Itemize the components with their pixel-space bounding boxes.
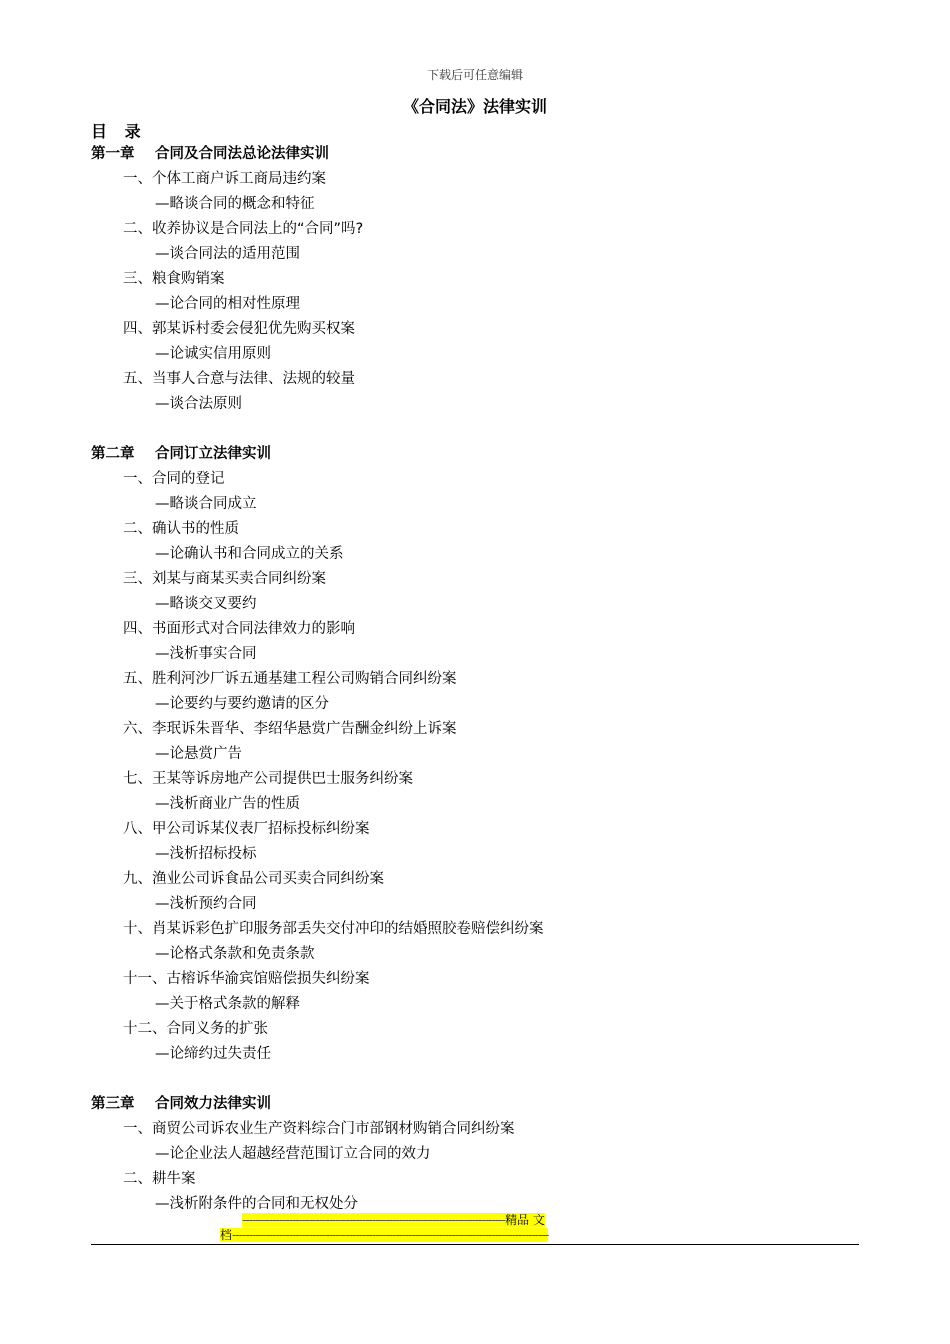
footer-watermark bbox=[220, 1213, 730, 1243]
toc-entry-subtitle: —论缔约过失责任 bbox=[155, 1046, 271, 1062]
footer-line-2 bbox=[220, 1228, 730, 1243]
toc-entry: 九、渔业公司诉食品公司买卖合同纠纷案 bbox=[123, 871, 384, 887]
footer-dashes-1: ------------------------------------------------------------------------------- bbox=[242, 1213, 506, 1227]
toc-entry-subtitle: —略谈交叉要约 bbox=[155, 596, 257, 612]
toc-entry-subtitle: —浅析预约合同 bbox=[155, 896, 257, 912]
toc-entry-subtitle: —论格式条款和免责条款 bbox=[155, 946, 315, 962]
chapter-number: 第一章 bbox=[91, 146, 135, 162]
toc-entry: 七、王某等诉房地产公司提供巴士服务纠纷案 bbox=[123, 771, 413, 787]
toc-heading: 目 录 bbox=[91, 122, 147, 141]
toc-entry: 五、胜利河沙厂诉五通基建工程公司购销合同纠纷案 bbox=[123, 671, 457, 687]
toc-entry-subtitle: —谈合同法的适用范围 bbox=[155, 246, 300, 262]
toc-entry: 二、耕牛案 bbox=[123, 1171, 196, 1187]
toc-entry: 六、李珉诉朱晋华、李绍华悬赏广告酬金纠纷上诉案 bbox=[123, 721, 457, 737]
footer-divider bbox=[91, 1244, 859, 1245]
chapter-number: 第三章 bbox=[91, 1096, 135, 1112]
toc-entry: 四、书面形式对合同法律效力的影响 bbox=[123, 621, 355, 637]
chapter-spacer bbox=[91, 1067, 871, 1092]
toc-entry: 二、确认书的性质 bbox=[123, 521, 239, 537]
footer-dashes-2: ----------------------------------------------------------------------------------------------- bbox=[232, 1228, 549, 1242]
toc-entry-subtitle: —浅析商业广告的性质 bbox=[155, 796, 300, 812]
toc-entry-subtitle: —论诚实信用原则 bbox=[155, 346, 271, 362]
chapter-heading bbox=[91, 442, 871, 467]
chapter-title: 合同及合同法总论法律实训 bbox=[155, 146, 329, 162]
chapter-title: 合同订立法律实训 bbox=[155, 446, 271, 462]
toc-entry: 八、甲公司诉某仪表厂招标投标纠纷案 bbox=[123, 821, 370, 837]
footer-line-1 bbox=[220, 1213, 730, 1228]
toc-entry-subtitle: —论要约与要约邀请的区分 bbox=[155, 696, 329, 712]
toc-entry: 十一、古榕诉华渝宾馆赔偿损失纠纷案 bbox=[123, 971, 370, 987]
footer-text-2: 档 bbox=[220, 1228, 233, 1242]
toc-entry-subtitle: —关于格式条款的解释 bbox=[155, 996, 300, 1012]
toc-entry: 十、肖某诉彩色扩印服务部丢失交付冲印的结婚照胶卷赔偿纠纷案 bbox=[123, 921, 544, 937]
toc-entry-subtitle: —谈合法原则 bbox=[155, 396, 242, 412]
table-of-contents bbox=[91, 142, 871, 1217]
toc-entry-subtitle: —论确认书和合同成立的关系 bbox=[155, 546, 344, 562]
toc-entry-subtitle: —略谈合同成立 bbox=[155, 496, 257, 512]
chapter-heading bbox=[91, 142, 871, 167]
chapter-heading bbox=[91, 1092, 871, 1117]
toc-entry-subtitle: —论悬赏广告 bbox=[155, 746, 242, 762]
toc-entry: 三、刘某与商某买卖合同纠纷案 bbox=[123, 571, 326, 587]
document-title: 《合同法》法律实训 bbox=[402, 97, 547, 116]
chapter-spacer bbox=[91, 417, 871, 442]
toc-entry: 一、商贸公司诉农业生产资料综合门市部钢材购销合同纠纷案 bbox=[123, 1121, 515, 1137]
toc-entry-subtitle: —论企业法人超越经营范围订立合同的效力 bbox=[155, 1146, 431, 1162]
toc-entry-subtitle: —略谈合同的概念和特征 bbox=[155, 196, 315, 212]
toc-entry-subtitle: —浅析招标投标 bbox=[155, 846, 257, 862]
chapter-title: 合同效力法律实训 bbox=[155, 1096, 271, 1112]
toc-entry: 三、粮食购销案 bbox=[123, 271, 225, 287]
toc-entry: 二、收养协议是合同法上的“合同”吗? bbox=[123, 221, 364, 237]
toc-entry: 五、当事人合意与法律、法规的较量 bbox=[123, 371, 355, 387]
toc-entry: 四、郭某诉村委会侵犯优先购买权案 bbox=[123, 321, 355, 337]
toc-entry-subtitle: —论合同的相对性原理 bbox=[155, 296, 300, 312]
toc-entry: 一、个体工商户诉工商局违约案 bbox=[123, 171, 326, 187]
toc-entry: 十二、合同义务的扩张 bbox=[123, 1021, 268, 1037]
toc-entry-subtitle: —浅析附条件的合同和无权处分 bbox=[155, 1196, 358, 1212]
footer-text-1: 精品 文 bbox=[505, 1213, 545, 1227]
toc-entry: 一、合同的登记 bbox=[123, 471, 225, 487]
chapter-number: 第二章 bbox=[91, 446, 135, 462]
header-note: 下载后可任意编辑 bbox=[426, 68, 523, 82]
toc-entry-subtitle: —浅析事实合同 bbox=[155, 646, 257, 662]
